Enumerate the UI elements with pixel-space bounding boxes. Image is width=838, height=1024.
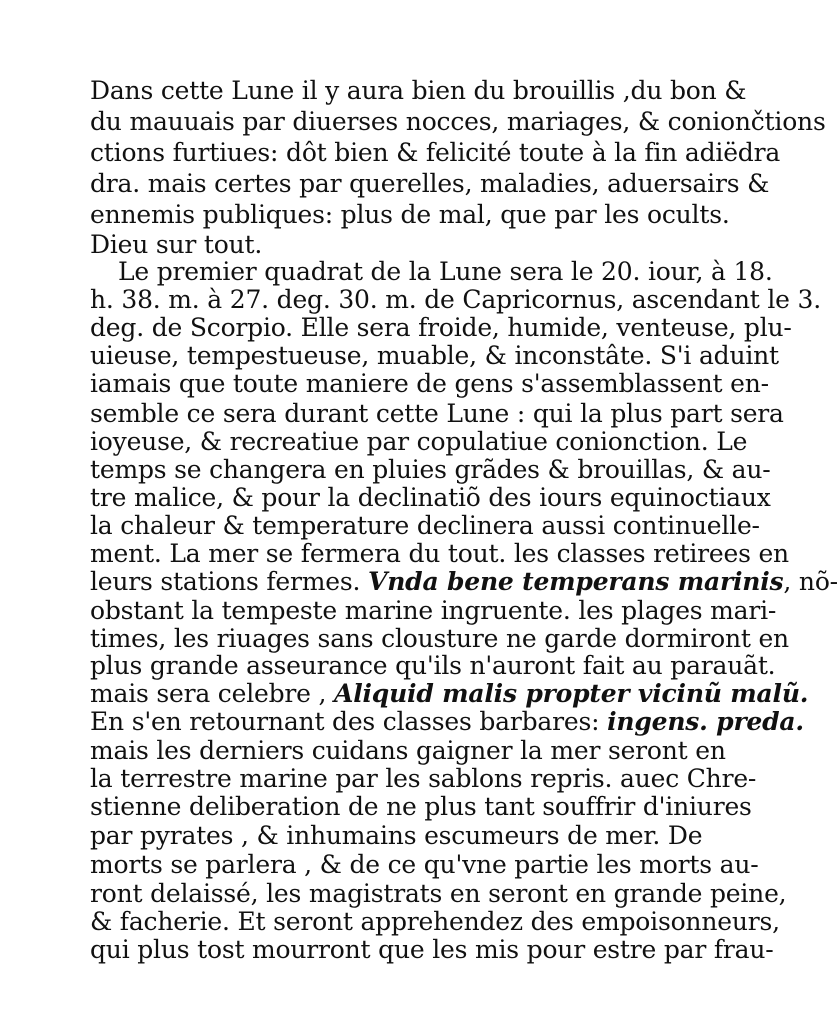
text-line: du mauuais par diuerses nocces, mariages, & coniončtions: [90, 107, 826, 136]
text-line: ctions furtiues: dôt bien & felicité toute à la fin adiëdra: [90, 138, 781, 167]
text-line: deg. de Scorpio. Elle sera froide, humide, venteuse, plu-: [90, 313, 792, 342]
text-line: obstant la tempeste marine ingruente. les plages mari-: [90, 596, 777, 625]
text-line: [90, 679, 808, 709]
text-line: la terrestre marine par les sablons repris. auec Chre-: [90, 764, 757, 793]
text-line: iamais que toute maniere de gens s'assemblassent en-: [90, 369, 769, 398]
text-line: [90, 567, 838, 597]
text-line: & facherie. Et seront apprehendez des empoisonneurs,: [90, 907, 780, 936]
text-segment: leurs stations fermes.: [90, 567, 368, 596]
text-line: la chaleur & temperature declinera aussi continuelle-: [90, 511, 760, 540]
text-segment: En s'en retournant des classes barbares:: [90, 707, 608, 736]
text-line: [90, 707, 804, 737]
latin-phrase: Vnda bene temperans marinis: [368, 567, 784, 596]
text-segment: , nõ-: [783, 567, 838, 596]
text-line: dra. mais certes par querelles, maladies, aduersairs &: [90, 169, 770, 198]
text-line: ennemis publiques: plus de mal, que par les ocults.: [90, 200, 730, 229]
text-line: morts se parlera , & de ce qu'vne partie les morts au-: [90, 850, 759, 879]
text-line: Dans cette Lune il y aura bien du brouillis ,du bon &: [90, 76, 747, 105]
text-line: qui plus tost mourront que les mis pour estre par frau-: [90, 935, 774, 964]
text-line: Dieu sur tout.: [90, 230, 263, 259]
text-line: ment. La mer se fermera du tout. les classes retirees en: [90, 539, 789, 568]
text-segment: mais sera celebre ,: [90, 679, 334, 708]
text-line: plus grande asseurance qu'ils n'auront fait au parauãt.: [90, 651, 776, 680]
text-line: ioyeuse, & recreatiue par copulatiue conionction. Le: [90, 427, 748, 456]
latin-phrase: ingens. preda.: [607, 707, 804, 736]
text-line: mais les derniers cuidans gaigner la mer seront en: [90, 736, 726, 765]
text-line: temps se changera en pluies grãdes & brouillas, & au-: [90, 455, 771, 484]
text-line: stienne deliberation de ne plus tant souffrir d'iniures: [90, 792, 752, 821]
text-line: semble ce sera durant cette Lune : qui la plus part sera: [90, 399, 784, 428]
latin-phrase: Aliquid malis propter vicinũ malũ.: [334, 679, 809, 708]
paragraph-start-line: Le premier quadrat de la Lune sera le 20. iour, à 18.: [118, 257, 773, 286]
text-line: ront delaissé, les magistrats en seront en grande peine,: [90, 879, 787, 908]
text-line: uieuse, tempestueuse, muable, & inconstâte. S'i aduint: [90, 341, 779, 370]
text-line: h. 38. m. à 27. deg. 30. m. de Capricornus, ascendant le 3.: [90, 285, 821, 314]
text-line: times, les riuages sans clousture ne garde dormiront en: [90, 624, 789, 653]
text-line: tre malice, & pour la declinatiõ des iours equinoctiaux: [90, 483, 771, 512]
text-line: par pyrates , & inhumains escumeurs de mer. De: [90, 821, 703, 850]
